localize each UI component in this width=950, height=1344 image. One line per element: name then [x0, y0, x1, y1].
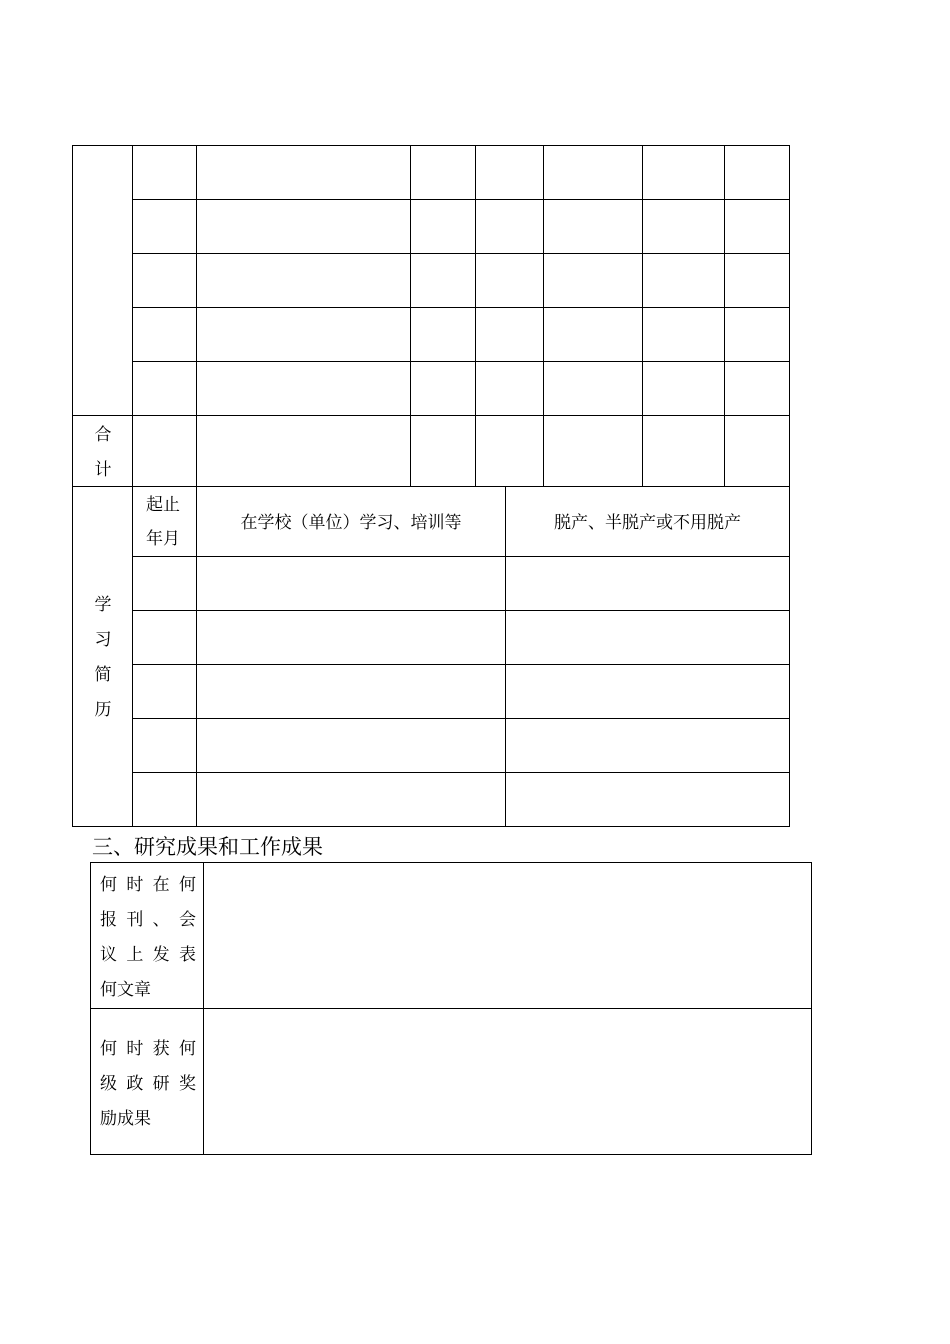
study-label-char: 学: [94, 595, 112, 615]
col-mode-header: 脱产、半脱产或不用脱产: [554, 513, 741, 533]
study-label-char: 简: [94, 665, 112, 685]
total-label-char: 计: [94, 460, 112, 480]
col-period-line: 起止: [146, 495, 180, 515]
label-line: 何时在何: [100, 875, 196, 895]
section-heading: 三、研究成果和工作成果: [92, 835, 323, 859]
label-line: 级政研奖: [100, 1074, 196, 1094]
total-label-char: 合: [94, 425, 112, 445]
col-school-header: 在学校（单位）学习、培训等: [240, 513, 462, 533]
study-label-char: 习: [94, 630, 112, 650]
label-line: 议上发表: [100, 945, 196, 965]
label-line: 何文章: [100, 980, 151, 1000]
label-line: 报刊、会: [100, 910, 196, 930]
col-period-line: 年月: [146, 529, 180, 549]
label-line: 励成果: [100, 1109, 151, 1129]
label-line: 何时获何: [100, 1039, 196, 1059]
study-label-char: 历: [94, 700, 112, 720]
